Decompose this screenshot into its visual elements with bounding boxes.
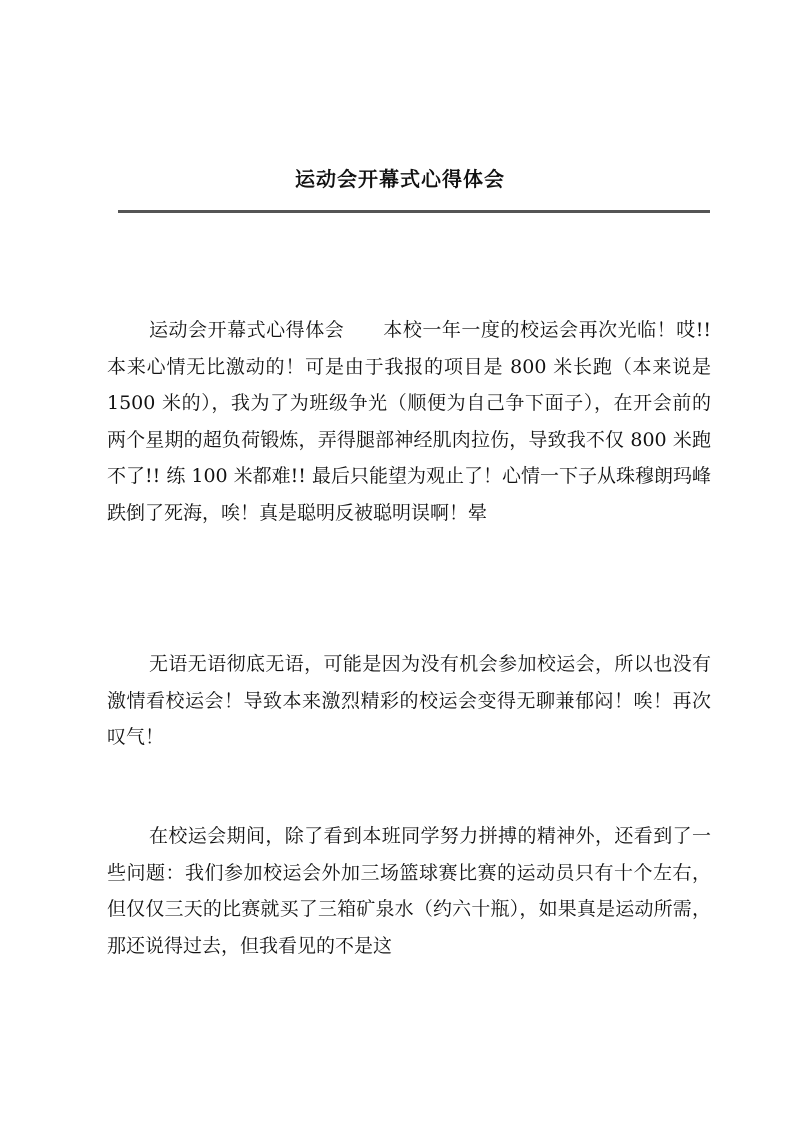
- document-title: 运动会开幕式心得体会: [295, 167, 505, 191]
- paragraph-block-2: [107, 646, 711, 756]
- paragraph-block-1: [107, 312, 711, 531]
- paragraph-block-3: [107, 818, 711, 964]
- paragraph-3: 在校运会期间，除了看到本班同学努力拼搏的精神外，还看到了一些问题：我们参加校运会外加三场篮球赛比赛的运动员只有十个左右，但仅仅三天的比赛就买了三箱矿泉水（约六十瓶），如果真是运动所需，那还说得过去，但我看见的不是这: [107, 825, 711, 957]
- paragraph-2: 无语无语彻底无语，可能是因为没有机会参加校运会，所以也没有激情看校运会！导致本来激烈精彩的校运会变得无聊兼郁闷！唉！再次叹气！: [107, 653, 711, 748]
- title-divider: [118, 210, 710, 213]
- paragraph-1: 运动会开幕式心得体会 本校一年一度的校运会再次光临！哎!! 本来心情无比激动的！可是由于我报的项目是 800 米长跑（本来说是 1500 米的），我为了为班级争光（顺便为自己争下面子），在开会前的两个星期的超负荷锻炼，弄得腿部神经肌肉拉伤，导致我不仅 800 米跑不了!! 练 100 米都难!! 最后只能望为观止了！心情一下子从珠穆朗玛峰跌倒了死海，唉！真是聪明反被聪明误啊！晕: [107, 319, 711, 524]
